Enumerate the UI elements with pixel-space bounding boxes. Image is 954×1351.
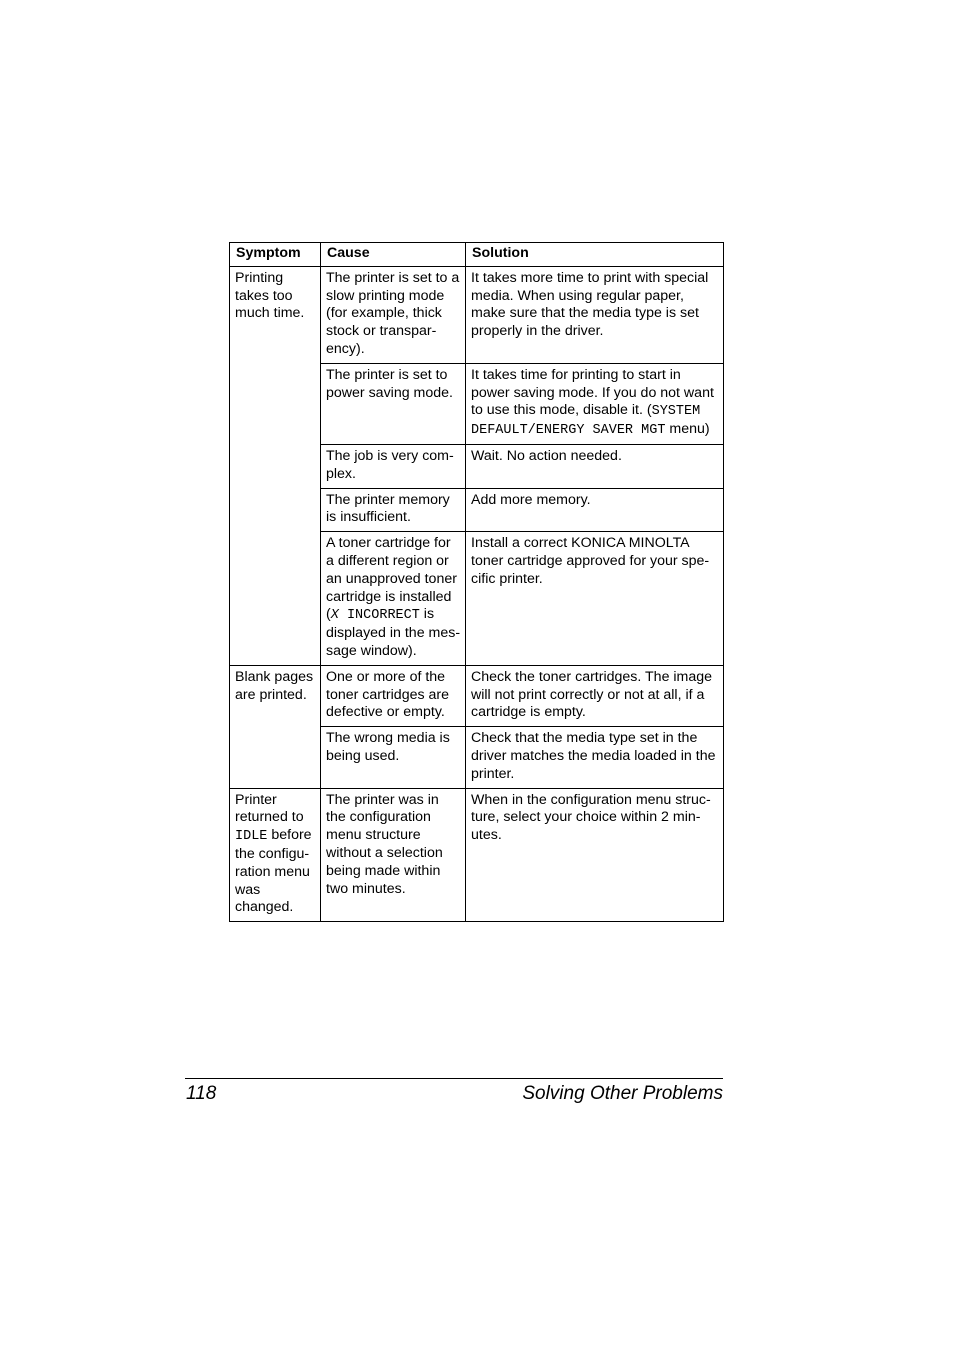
header-solution: Solution [466, 243, 724, 267]
solution-text: It takes time for printing to start in power saving mode. If you do not want to use this mode, disable it. ( [471, 366, 714, 419]
cause-cell: The wrong media is being used. [321, 727, 466, 788]
solution-cell: It takes more time to print with special media. When using regular paper, make sure that the media type is set properly in the driver. [466, 266, 724, 363]
cause-cell: The job is very com-plex. [321, 444, 466, 488]
troubleshooting-table [229, 242, 724, 922]
cause-text: A toner cartridge for a different region or an unapproved toner cartridge is installed ( [326, 535, 457, 623]
solution-cell: Check that the media type set in the driver matches the media loaded in the printer. [466, 727, 724, 788]
symptom-text: Printer returned to [235, 791, 304, 826]
table-row [230, 266, 724, 363]
symptom-cell [230, 788, 321, 922]
cause-cell: The printer memory is insufficient. [321, 488, 466, 532]
table-row [230, 788, 724, 922]
idle-code: IDLE [235, 829, 268, 845]
cause-cell [321, 532, 466, 666]
footer-rule [185, 1078, 723, 1079]
cause-text-end: is displayed in the mes-sage window). [326, 606, 461, 659]
header-cause: Cause [321, 243, 466, 267]
menu-path-code: SYSTEM DEFAULT/ENERGY SAVER MGT [471, 404, 701, 439]
table-header-row [230, 243, 724, 267]
cause-cell: One or more of the toner cartridges are defective or empty. [321, 665, 466, 726]
symptom-text-end: before the configu-ration menu was changed. [235, 827, 312, 916]
solution-cell: When in the configuration menu struc-ture, select your choice within 2 min-utes. [466, 788, 724, 922]
cause-cell: The printer was in the configuration menu structure without a selection being made within two minutes. [321, 788, 466, 922]
solution-cell: Check the toner cartridges. The image will not print correctly or not at all, if a cartridge is empty. [466, 665, 724, 726]
table-row [230, 665, 724, 726]
message-code-text: INCORRECT [338, 608, 420, 624]
solution-text-end: menu) [669, 421, 710, 438]
cause-cell: The printer is set to a slow printing mode (for example, thick stock or transpar-ency). [321, 266, 466, 363]
section-title: Solving Other Problems [522, 1083, 723, 1104]
symptom-cell: Blank pages are printed. [230, 665, 321, 788]
page-number: 118 [186, 1083, 217, 1104]
solution-cell: Wait. No action needed. [466, 444, 724, 488]
solution-cell: Install a correct KONICA MINOLTA toner cartridge approved for your spe-cific printer. [466, 532, 724, 666]
solution-cell [466, 363, 724, 444]
message-code-variable: X [330, 608, 339, 624]
cause-cell: The printer is set to power saving mode. [321, 363, 466, 444]
header-symptom: Symptom [230, 243, 321, 267]
symptom-cell: Printing takes too much time. [230, 266, 321, 665]
message-code [331, 608, 420, 623]
solution-cell: Add more memory. [466, 488, 724, 532]
